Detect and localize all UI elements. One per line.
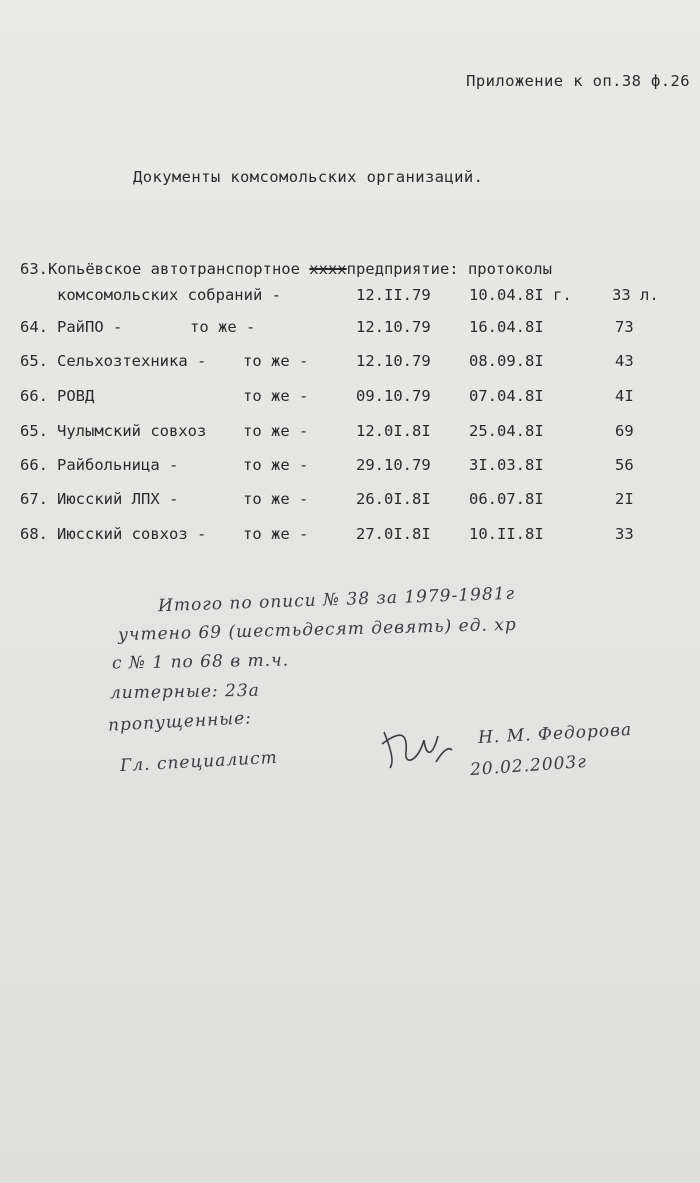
entry-name-continued: комсомольских собраний - (57, 286, 281, 304)
entry-name: Райбольница - (57, 456, 179, 474)
entry-start-date: 09.10.79 (356, 387, 431, 405)
entry-start-date: 12.0I.8I (356, 422, 431, 440)
signature-date: 20.02.2003г (469, 751, 588, 781)
entry-sheet-count: 4I (615, 387, 634, 405)
entry-ditto: то же - (243, 490, 309, 508)
signer-name: Н. М. Федорова (477, 719, 633, 749)
entry-ditto: то же - (190, 318, 256, 336)
entry-number: 66. (20, 456, 48, 474)
entry-sheet-count: 69 (615, 422, 634, 440)
entry-63-line1 (20, 260, 552, 278)
table-row (0, 422, 700, 446)
entry-number: 65. (20, 352, 48, 370)
entry-name-prefix: Копьёвское автотранспортное (48, 260, 310, 278)
handwritten-total-line: Итого по описи № 38 за 1979-1981г (157, 583, 516, 617)
entry-end-date: 25.04.8I (469, 422, 544, 440)
entry-start-date: 29.10.79 (356, 456, 431, 474)
entry-63-line2 (0, 286, 700, 310)
table-row (0, 490, 700, 514)
entry-ditto: то же - (243, 525, 309, 543)
entry-start-date: 12.10.79 (356, 352, 431, 370)
entry-name: Сельхозтехника - (57, 352, 207, 370)
entry-number: 63. (20, 260, 48, 278)
entry-end-date: 10.04.8I г. (469, 286, 572, 304)
entry-number: 64. (20, 318, 48, 336)
entry-name: РОВД (57, 387, 95, 405)
entry-name: Июсский совхоз - (57, 525, 207, 543)
entry-sheet-count: 2I (615, 490, 634, 508)
entry-start-date: 12.10.79 (356, 318, 431, 336)
handwritten-missing-line: пропущенные: (107, 708, 253, 736)
document-title: Документы комсомольских организаций. (133, 168, 484, 186)
entry-start-date: 26.0I.8I (356, 490, 431, 508)
entry-start-date: 27.0I.8I (356, 525, 431, 543)
entry-name: Июсский ЛПХ - (57, 490, 179, 508)
entry-sheet-count: 56 (615, 456, 634, 474)
entry-number: 65. (20, 422, 48, 440)
signature-mark (378, 722, 456, 774)
entry-sheet-count: 33 л. (612, 286, 659, 304)
table-row (0, 456, 700, 480)
entry-name: РайПО - (57, 318, 123, 336)
appendix-note: Приложение к оп.38 ф.26 (466, 72, 690, 90)
table-row (0, 525, 700, 549)
struck-text: хххх (309, 260, 347, 278)
entry-sheet-count: 43 (615, 352, 634, 370)
table-row (0, 318, 700, 342)
entry-number: 66. (20, 387, 48, 405)
entry-ditto: то же - (243, 456, 309, 474)
entry-end-date: 10.II.8I (469, 525, 544, 543)
entry-sheet-count: 73 (615, 318, 634, 336)
entry-ditto: то же - (243, 352, 309, 370)
table-row (0, 352, 700, 376)
entry-number: 68. (20, 525, 48, 543)
entry-sheet-count: 33 (615, 525, 634, 543)
entry-number: 67. (20, 490, 48, 508)
handwritten-position: Гл. специалист (119, 747, 279, 777)
handwritten-range-line: с № 1 по 68 в т.ч. (111, 650, 290, 674)
handwritten-lettered-line: литерные: 23а (109, 680, 261, 704)
entry-ditto: то же - (243, 387, 309, 405)
entry-end-date: 08.09.8I (469, 352, 544, 370)
entry-start-date: 12.II.79 (356, 286, 431, 304)
entry-ditto: то же - (243, 422, 309, 440)
entry-end-date: 07.04.8I (469, 387, 544, 405)
table-row (0, 387, 700, 411)
entry-name-suffix: предприятие: протоколы (346, 260, 552, 278)
entry-end-date: 06.07.8I (469, 490, 544, 508)
entry-name: Чулымский совхоз (57, 422, 207, 440)
entry-end-date: 16.04.8I (469, 318, 544, 336)
handwritten-count-line: учтено 69 (шестьдесят девять) ед. хр (117, 614, 518, 646)
entry-end-date: 3I.03.8I (469, 456, 544, 474)
